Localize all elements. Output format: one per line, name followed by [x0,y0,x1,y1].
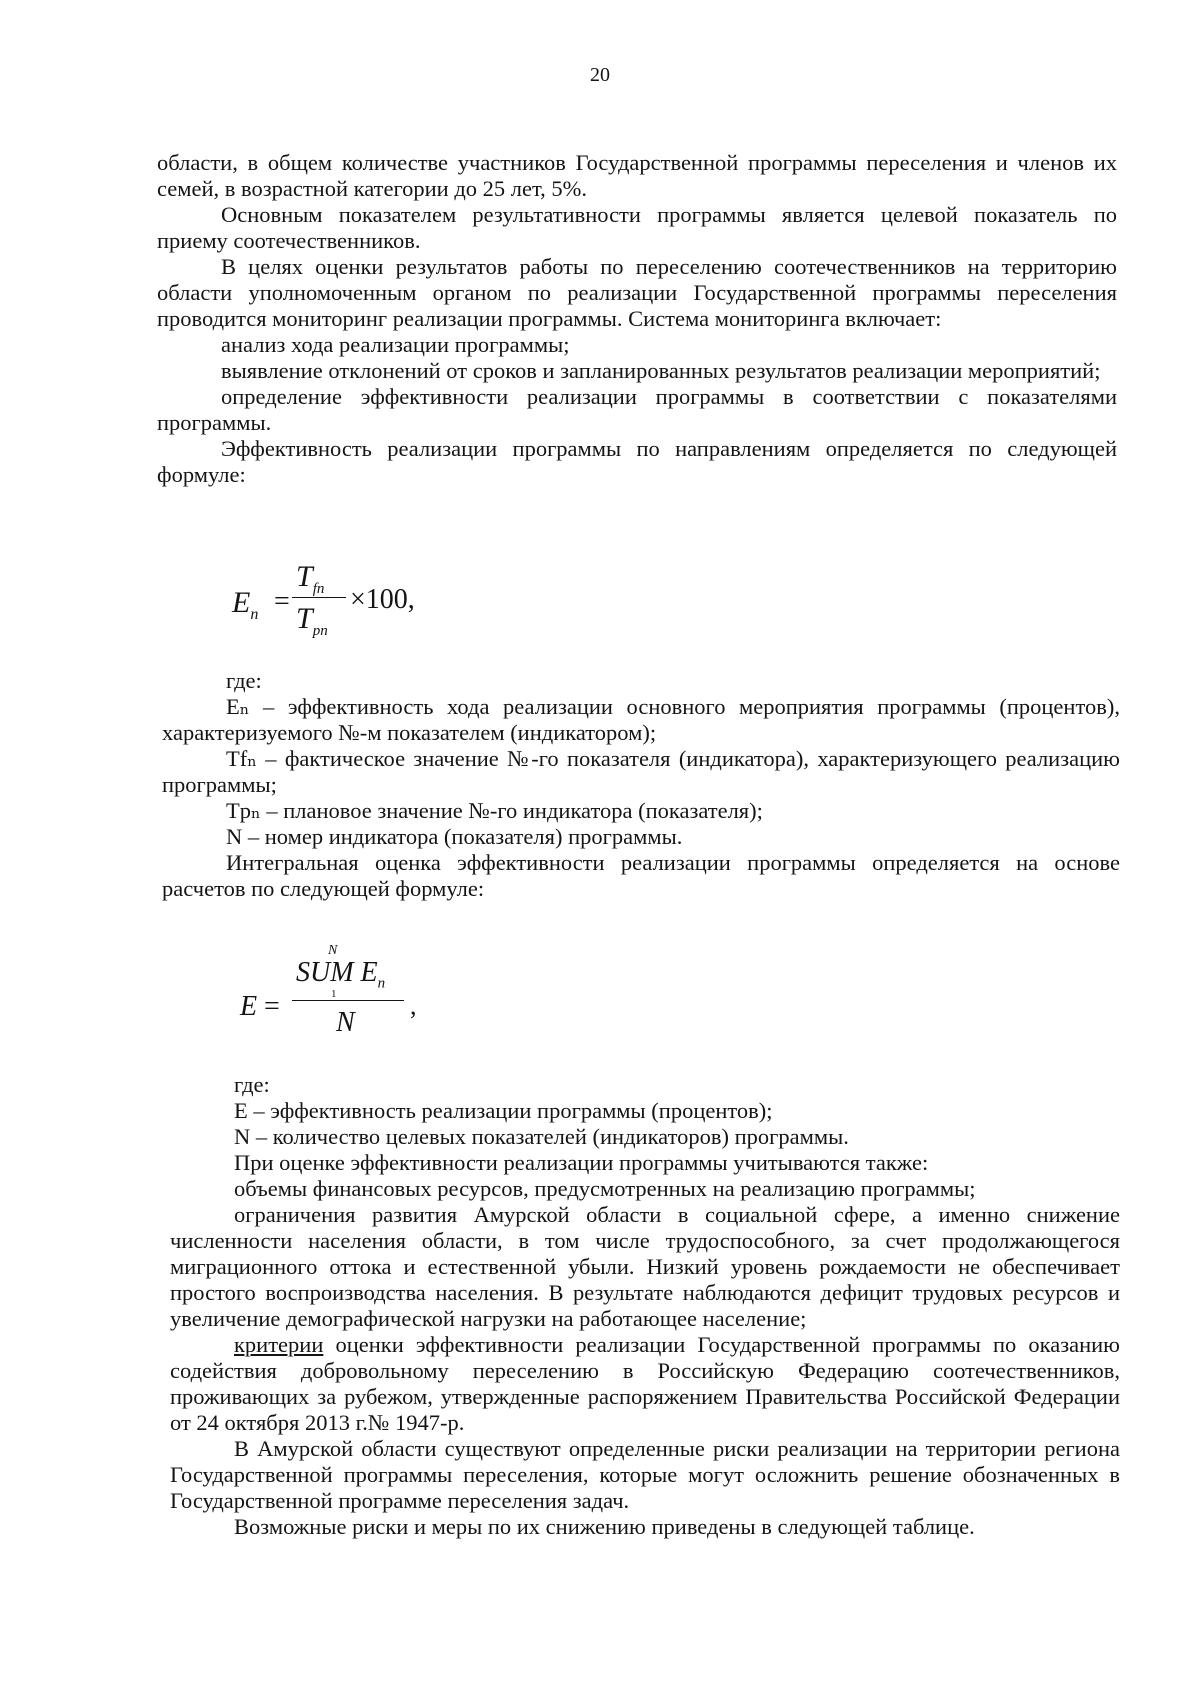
definitions-section-1 [162,668,1120,902]
formula1-fraction-bar [292,597,346,598]
formula1-multiplier: ×100, [350,584,415,615]
paragraph-8: Возможные риски и меры по их снижению приведены в следующей таблице. [234,1514,975,1539]
formula1-denominator: $T_{pn}$ [296,602,328,639]
formula2-upper-limit: N [328,943,338,958]
integral-formula [240,935,440,1045]
paragraph-2: Основным показателем результативности программы является целевой показатель по приему соотечественников. [157,202,1117,253]
paragraph-3: В целях оценки результатов работы по переселению соотечественников на территорию области уполномоченным органом по реализации Государственной программы переселения проводится мониторинг реализации программы. Система мониторинга включает: [157,254,1117,331]
formula1-lhs: $E_n$ [232,586,259,623]
paragraph-4: Эффективность реализации программы по направлениям определяется по следующей формуле: [157,436,1117,487]
definition-tfn: Tfₙ – фактическое значение №-го показателя (индикатора), характеризующего реализацию программы; [162,746,1120,797]
list-item-6 [170,1332,1120,1436]
formula2-denominator: N [336,1007,355,1038]
formula2-equals: = [264,991,280,1022]
formula2-comma: , [410,991,417,1020]
where-label-2: где: [234,1072,270,1097]
formula1-equals: = [274,586,290,617]
paragraph-7: В Амурской области существуют определенные риски реализации на территории региона Государственной программы переселения, которые могут осложнить решение обозначенных в Государственной программе переселения задач. [170,1436,1120,1513]
definition-n: N – номер индикатора (показателя) программы. [226,824,683,849]
formula2-sum: SUM $E_n$ [296,957,386,992]
paragraph-5: Интегральная оценка эффективности реализации программы определяется на основе расчетов по следующей формуле: [162,850,1120,901]
formula2-lower-limit: 1 [331,988,337,1000]
where-label-1: где: [226,668,262,693]
criteria-link[interactable]: критерии [234,1332,324,1357]
definition-n-count: N – количество целевых показателей (индикаторов) программы. [234,1124,849,1149]
list-item-1: анализ хода реализации программы; [221,332,570,357]
list-item-5: ограничения развития Амурской области в социальной сфере, а именно снижение численности населения области, в том числе трудоспособного, за счет продолжающегося миграционного оттока и естественной убыли. Низкий уровень рождаемости не обеспечивает простого воспроизводства населения. В результате наблюдаются дефицит трудовых ресурсов и увеличение демографической нагрузки на работающее население; [170,1202,1120,1331]
list-item-4: объемы финансовых ресурсов, предусмотренных на реализацию программы; [234,1176,976,1201]
definition-tpn: Tpₙ – плановое значение №-го индикатора (показателя); [226,798,763,823]
paragraph-6: При оценке эффективности реализации программы учитываются также: [234,1150,929,1175]
intro-section [157,150,1117,488]
formula1-numerator: $T_{fn}$ [296,560,325,597]
list-item-3: определение эффективности реализации программы в соответствии с показателями программы. [157,384,1117,435]
efficiency-formula [232,560,492,660]
definition-en: Eₙ – эффективность хода реализации основного мероприятия программы (процентов), характеризуемого №-м показателем (индикатором); [162,694,1120,745]
formula2-lhs: E [240,991,258,1022]
list-item-2: выявление отклонений от сроков и запланированных результатов реализации мероприятий; [221,358,1101,383]
page-number: 20 [590,64,610,86]
definitions-section-2 [170,1072,1120,1540]
list-item-6-text: оценки эффективности реализации Государственной программы по оказанию содействия добровольному переселению в Российскую Федерацию соотечественников, проживающих за рубежом, утвержденные распоряжением Правительства Российской Федерации от 24 октября 2013 г.№ 1947-р. [170,1332,1120,1435]
formula2-fraction-bar [292,1000,404,1001]
definition-e: E – эффективность реализации программы (процентов); [234,1098,773,1123]
paragraph-1: области, в общем количестве участников Государственной программы переселения и членов их семей, в возрастной категории до 25 лет, 5%. [157,150,1117,201]
